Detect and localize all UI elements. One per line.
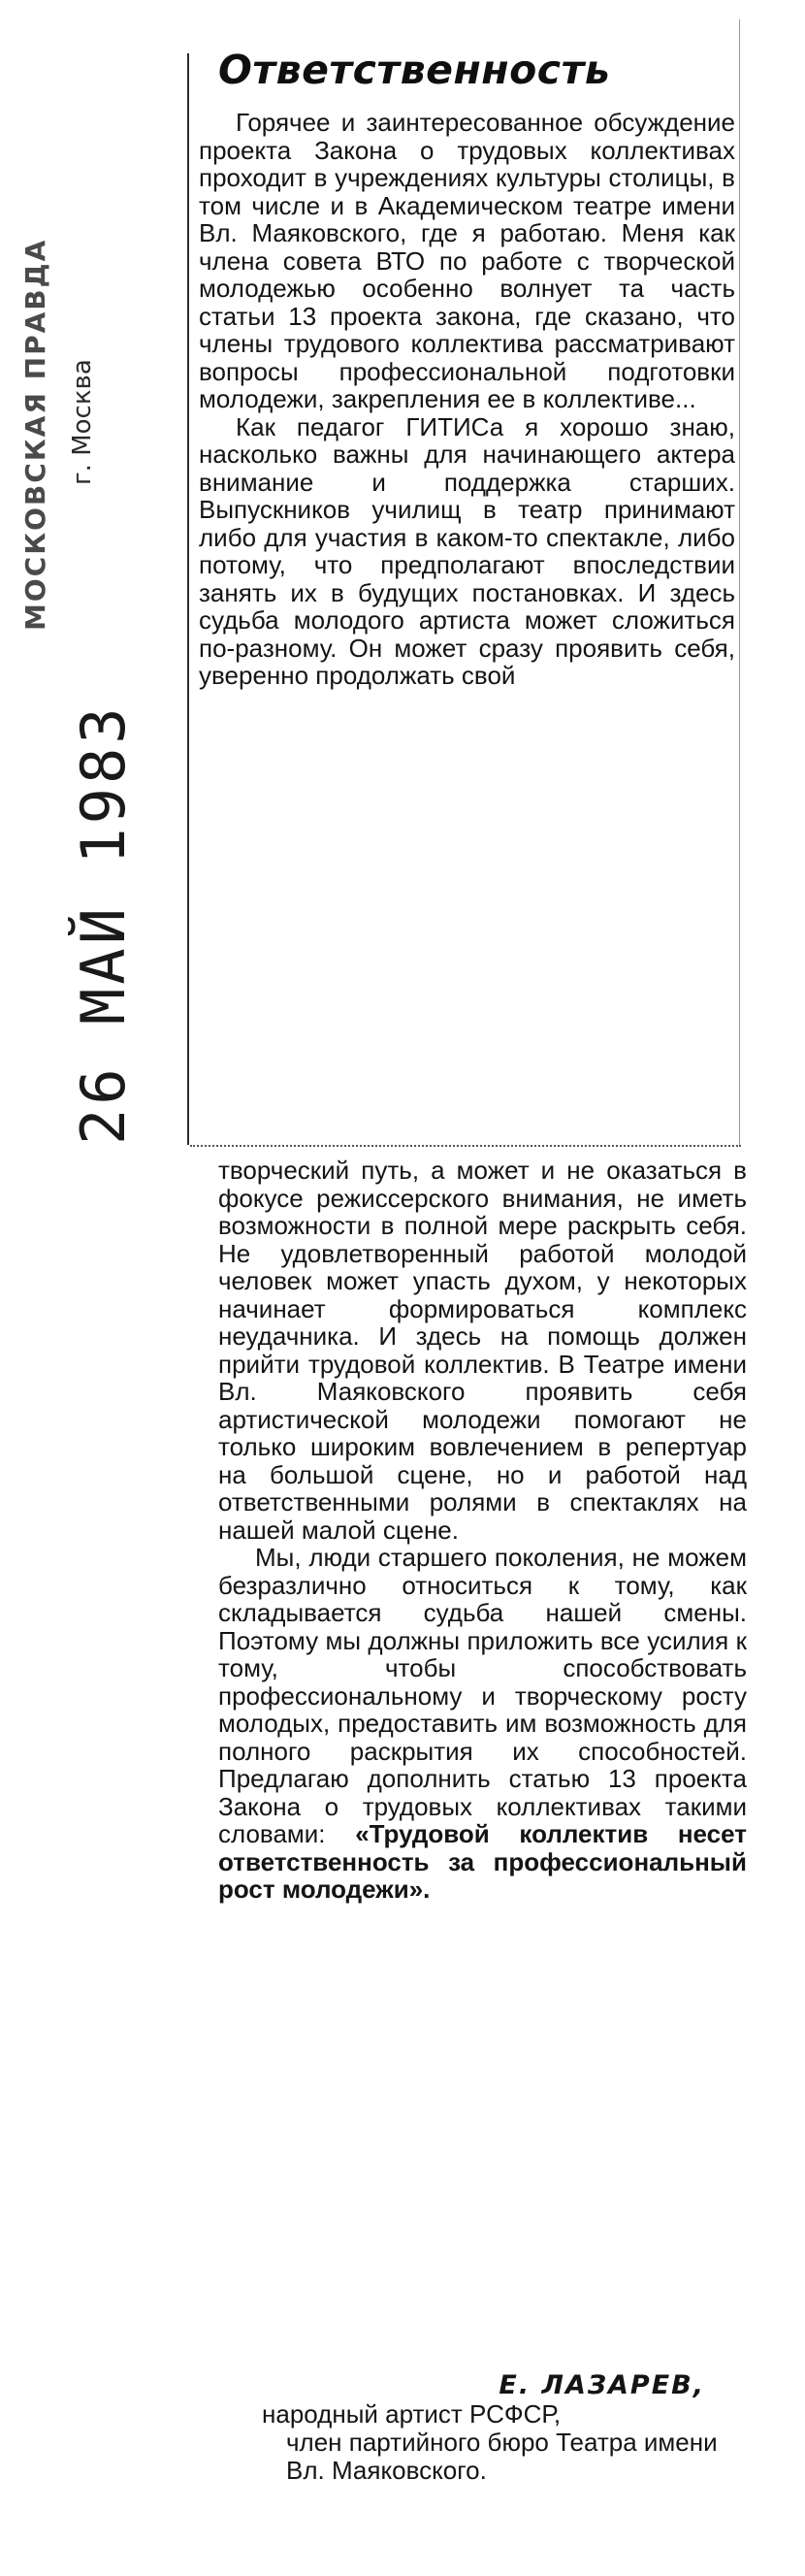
author-name: Е. ЛАЗАРЕВ, <box>499 2370 705 2400</box>
article-headline: Ответственность <box>218 47 611 93</box>
stamp-newspaper-name: МОСКОВСКАЯ ПРАВДА <box>19 238 51 631</box>
proposal-quote: «Трудовой коллектив несет ответственность за профессиональный рост молодежи». <box>218 1819 747 1904</box>
author-affiliation: член партийного бюро Театра имени Вл. Маяковского. <box>286 2428 718 2485</box>
clipping-cut-line <box>190 1145 741 1148</box>
paragraph: Как педагог ГИТИСа я хорошо знаю, насколько важны для начинающего актера внимание и поддержка старших. Выпускников училищ в театр принимают либо для участия в каком-то спектакле, либо потому, что предполагают впоследствии занять их в будущих постановках. И здесь судьба молодого артиста может сложиться по-разному. Он может сразу проявить себя, уверенно продолжать свой <box>199 411 735 690</box>
author-title: народный артист РСФСР, <box>262 2399 562 2429</box>
stamp-date: 26 МАЙ 1983 <box>68 703 139 1145</box>
column-divider <box>187 53 189 1145</box>
article-column-1 <box>199 109 735 690</box>
publication-stamp <box>0 0 189 1155</box>
paragraph: Горячее и заинтересованное обсуждение проекта Закона о трудовых коллективах проходит в учреждениях культуры столицы, в том числе и в Академическом театре имени Вл. Маяковского, где я работаю. Меня как члена совета ВТО по работе с творческой молодежью особенно волнует та часть статьи 13 проекта закона, где сказано, что члены трудового коллектива рассматривают вопросы профессиональной подготовки молодежи, закрепления ее в коллективе... <box>199 108 735 413</box>
stamp-city: г. Москва <box>68 359 97 485</box>
paragraph <box>218 1544 747 1904</box>
paragraph: творческий путь, а может и не оказаться в фокусе режиссерского внимания, не иметь возможности в полной мере раскрыть себя. Не удовлетворенный работой молодой человек может упасть духом, у некоторых начинает формироваться комплекс неудачника. И здесь на помощь должен прийти трудовой коллектив. В Театре имени Вл. Маяковского проявить себя артистической молодежи помогают не только широким вовлечением в репертуар на большой сцене, но и работой над ответственными ролями в спектаклях на нашей малой сцене. <box>218 1156 747 1545</box>
article-column-2 <box>218 1157 747 1904</box>
paragraph-text: Мы, люди старшего поколения, не можем безразлично относиться к тому, как складывается судьба нашей смены. Поэтому мы должны приложить все усилия к тому, чтобы способствовать профессиональному и творческому росту молодых, предоставить им возможность для полного раскрытия их способностей. Предлагаю дополнить статью 13 проекта Закона о трудовых коллективах такими словами: <box>218 1543 747 1848</box>
clipping-edge <box>739 19 740 1145</box>
author-signature <box>225 2370 729 2485</box>
